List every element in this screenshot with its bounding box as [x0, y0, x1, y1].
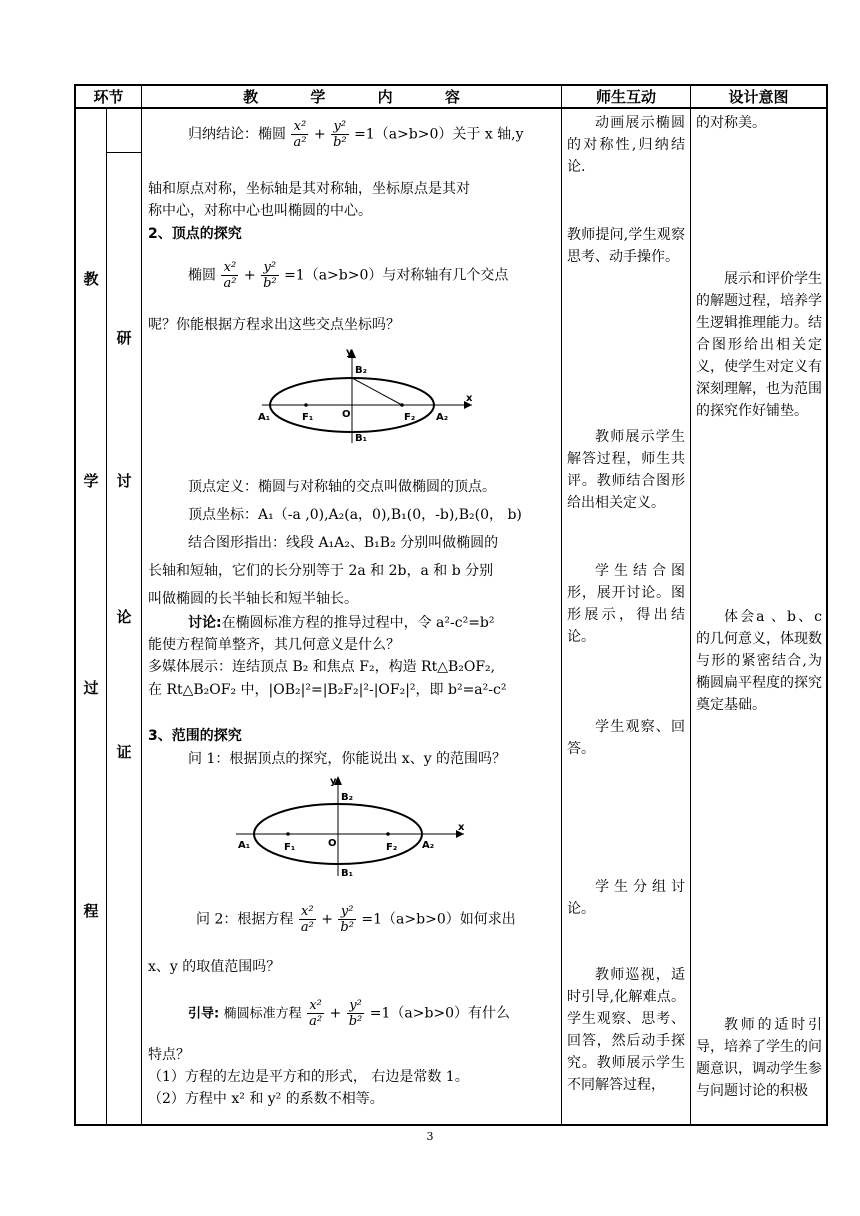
point-2: （2）方程中 x² 和 y² 的系数不相等。	[148, 1091, 384, 1107]
header-bottom-border	[74, 107, 828, 109]
section2-question-2: 呢？你能根据方程求出这些交点坐标吗？	[148, 317, 400, 333]
label-b2: B₂	[341, 792, 354, 803]
process-char-4: 程	[83, 902, 99, 920]
inquiry-char-2: 讨	[116, 472, 132, 490]
inquiry-char-4: 证	[116, 743, 132, 761]
label-y: y	[330, 776, 337, 787]
formula-fraction-y: $\frac{\text{y²}}{\text{b²}}$	[348, 998, 363, 1029]
formula-fraction-y: $\frac{\text{y²}}{\text{b²}}$	[333, 119, 347, 150]
label-a2: A₂	[436, 412, 449, 423]
focus-f1	[286, 832, 290, 836]
question-2-line-2: x、y 的取值范围吗？	[148, 959, 281, 975]
label-f2: F₂	[386, 842, 398, 853]
discussion-line-2: 能使方程简单整齐，其几何意义是什么？	[148, 637, 400, 653]
header-interaction: 师生互动	[595, 87, 656, 106]
formula-fraction-y: $\frac{\text{y²}}{\text{b²}}$	[340, 904, 354, 935]
interaction-6: 学生分组讨论。	[567, 879, 685, 917]
page-number: 3	[426, 1130, 434, 1143]
section2-title: 2、顶点的探究	[148, 226, 242, 242]
ellipse-diagram-2	[232, 772, 472, 882]
label-a1: A₁	[238, 840, 251, 851]
header-intent: 设计意图	[728, 87, 789, 106]
label-b2: B₂	[355, 365, 368, 376]
formula-fraction-x: $\frac{\text{x²}}{\text{a²}}$	[300, 904, 314, 935]
process-char-2: 学	[83, 472, 99, 490]
vertex-coordinates: 顶点坐标：A₁（-a ,0),A₂(a，0),B₁(0，-b),B₂(0， b)	[188, 507, 522, 523]
table-left-border	[74, 84, 76, 1126]
inquiry-char-1: 研	[116, 329, 132, 347]
guide-line: 引导: 椭圆标准方程 $\frac{\text{x²}}{\text{a²}}$ + $\frac{\text{y²}}{\text{b²}}$ =1（a>b>0）有什么	[188, 998, 511, 1029]
label-a2: A₂	[422, 840, 435, 851]
table-right-border	[826, 84, 828, 1126]
col-divider-1	[106, 107, 107, 1126]
inner-split-line	[106, 152, 141, 153]
content-line-3: 称中心，对称中心也叫椭圆的中心。	[148, 203, 372, 219]
guide-line-2: 特点？	[148, 1047, 190, 1063]
axes-line-1: 结合图形指出：线段 A₁A₂、B₁B₂ 分别叫做椭圆的	[188, 535, 499, 551]
label-o: O	[328, 838, 337, 849]
vertex-definition: 顶点定义：椭圆与对称轴的交点叫做椭圆的顶点。	[188, 479, 496, 495]
section3-title: 3、范围的探究	[148, 728, 242, 744]
formula-fraction-y: $\frac{\text{y²}}{\text{b²}}$	[263, 260, 277, 291]
intent-4: 教师的适时引导，培养了学生的问题意识，调动学生参与问题讨论的积极	[696, 1017, 822, 1099]
label-x: x	[458, 822, 465, 833]
col-divider-4	[690, 84, 691, 1126]
label-x: x	[466, 393, 473, 404]
axes-line-3: 叫做椭圆的长半轴长和短半轴长。	[148, 591, 358, 607]
formula-fraction-x: $\frac{\text{x²}}{\text{a²}}$	[223, 260, 237, 291]
media-line-1: 多媒体展示：连结顶点 B₂ 和焦点 F₂，构造 Rt△B₂OF₂,	[148, 659, 496, 675]
interaction-3: 教师展示学生解答过程，师生共评。教师结合图形给出相关定义。	[567, 429, 685, 511]
col-divider-2	[141, 84, 142, 1126]
label-f2: F₂	[404, 412, 416, 423]
process-char-1: 教	[83, 270, 99, 288]
question-2: 问 2：根据方程 $\frac{\text{x²}}{\text{a²}}$ + $\frac{\text{y²}}{\text{b²}}$ =1（a>b>0）如何求出	[196, 904, 516, 935]
intent-1: 的对称美。	[696, 115, 766, 131]
section2-question: 椭圆 $\frac{\text{x²}}{\text{a²}}$ + $\frac{\text{y²}}{\text{b²}}$ =1（a>b>0）与对称轴有几个交点	[188, 260, 509, 291]
label-f1: F₁	[284, 842, 296, 853]
header-stage: 环节	[93, 87, 124, 106]
inquiry-char-3: 论	[116, 608, 132, 626]
discussion-line-1: 讨论:在椭圆标准方程的推导过程中，令 a²-c²=b²	[188, 615, 495, 631]
focus-f2	[386, 832, 390, 836]
label-b1: B₁	[341, 868, 354, 879]
axes-line-2: 长轴和短轴，它们的长分别等于 2a 和 2b，a 和 b 分别	[148, 563, 494, 579]
formula-fraction-x: $\frac{\text{x²}}{\text{a²}}$	[293, 119, 307, 150]
header-content: 教 学 内 容	[243, 87, 460, 106]
ellipse-diagram-1	[250, 345, 480, 450]
label-a1: A₁	[258, 412, 271, 423]
question-1: 问 1：根据顶点的探究，你能说出 x、y 的范围吗？	[188, 751, 507, 767]
focus-f2	[400, 403, 404, 407]
interaction-7: 教师巡视，适时引导,化解难点。学生观察、思考、回答，然后动手探究。教师展示学生不同解答过程，	[567, 967, 685, 1093]
label-o: O	[342, 409, 351, 420]
media-line-2: 在 Rt△B₂OF₂ 中，|OB₂|²=|B₂F₂|²-|OF₂|²，即 b²=a²-c²	[148, 682, 507, 698]
intent-2: 展示和评价学生的解题过程，培养学生逻辑推理能力。结合图形给出相关定义，使学生对定义有深刻理解，也为范围的探究作好铺垫。	[696, 271, 822, 419]
point-1: （1）方程的左边是平方和的形式， 右边是常数 1。	[148, 1069, 469, 1085]
col-divider-3	[561, 84, 562, 1126]
interaction-2: 教师提问,学生观察思考、动手操作。	[567, 227, 685, 265]
table-bottom-border	[74, 1124, 828, 1126]
label-b1: B₁	[355, 433, 368, 444]
focus-f1	[304, 403, 308, 407]
content-line-1: 归纳结论：椭圆 $\frac{\text{x²}}{\text{a²}}$ + $\frac{\text{y²}}{\text{b²}}$ =1（a>b>0）关于 x 轴,y	[188, 119, 524, 150]
formula-fraction-x: $\frac{\text{x²}}{\text{a²}}$	[309, 998, 323, 1029]
label-f1: F₁	[302, 412, 314, 423]
interaction-1: 动画展示椭圆的对称性,归纳结论.	[567, 115, 685, 175]
interaction-4: 学生结合图形，展开讨论。图形展示，得出结论。	[567, 563, 685, 645]
interaction-5: 学生观察、回答。	[567, 719, 685, 757]
content-line-2: 轴和原点对称，坐标轴是其对称轴，坐标原点是其对	[148, 181, 470, 197]
label-y: y	[346, 347, 353, 358]
process-char-3: 过	[83, 679, 99, 697]
intent-3: 体会a 、b、c 的几何意义，体现数与形的紧密结合,为椭圆扁平程度的探究奠定基础。	[696, 609, 822, 713]
